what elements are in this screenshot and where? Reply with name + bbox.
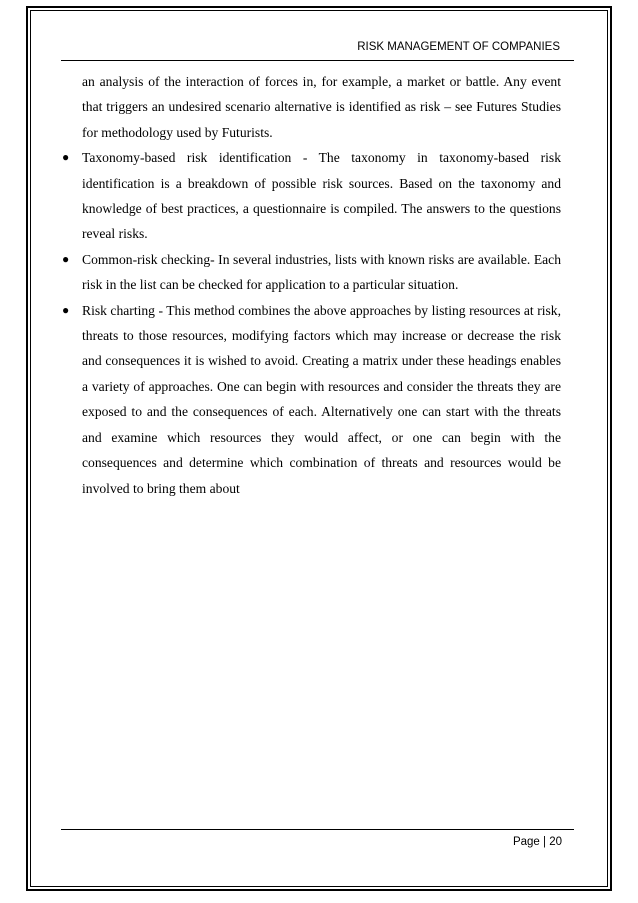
list-item: [62, 247, 561, 298]
page-number: Page | 20: [512, 836, 562, 848]
bullet-icon: ●: [62, 302, 70, 317]
header-rule: [61, 60, 574, 61]
running-header: RISK MANAGEMENT OF COMPANIES: [357, 41, 560, 53]
continuation-paragraph: an analysis of the interaction of forces in, for example, a market or battle. Any event that triggers an undesired scenario alternative is identified as risk – see Futures Studies for methodology used by Futurists.: [82, 74, 561, 140]
bullet-icon: ●: [62, 251, 70, 266]
list-item-text: Common-risk checking- In several industries, lists with known risks are available. Each risk in the list can be checked for application to a particular situation.: [82, 251, 561, 293]
footer-rule: [61, 829, 574, 830]
list-item: [62, 298, 561, 501]
list-item-text: Taxonomy-based risk identification - The taxonomy in taxonomy-based risk identification is a breakdown of possible risk sources. Based on the taxonomy and knowledge of best practices, a questionnaire is compiled. The answers to the questions reveal risks.: [82, 150, 561, 242]
list-item: [62, 145, 561, 247]
list-item-text: Risk charting - This method combines the above approaches by listing resources at risk, threats to those resources, modifying factors which may increase or decrease the risk and consequences it is wished to avoid. Creating a matrix under these headings enables a variety of approaches. One can begin with resources and consider the threats they are exposed to and the consequences of each. Alternatively one can start with the threats and examine which resources they would affect, or one can begin with the consequences and determine which combination of threats and resources would be involved to bring them about: [82, 302, 561, 496]
bullet-icon: ●: [62, 150, 70, 165]
page-content: [60, 69, 561, 501]
